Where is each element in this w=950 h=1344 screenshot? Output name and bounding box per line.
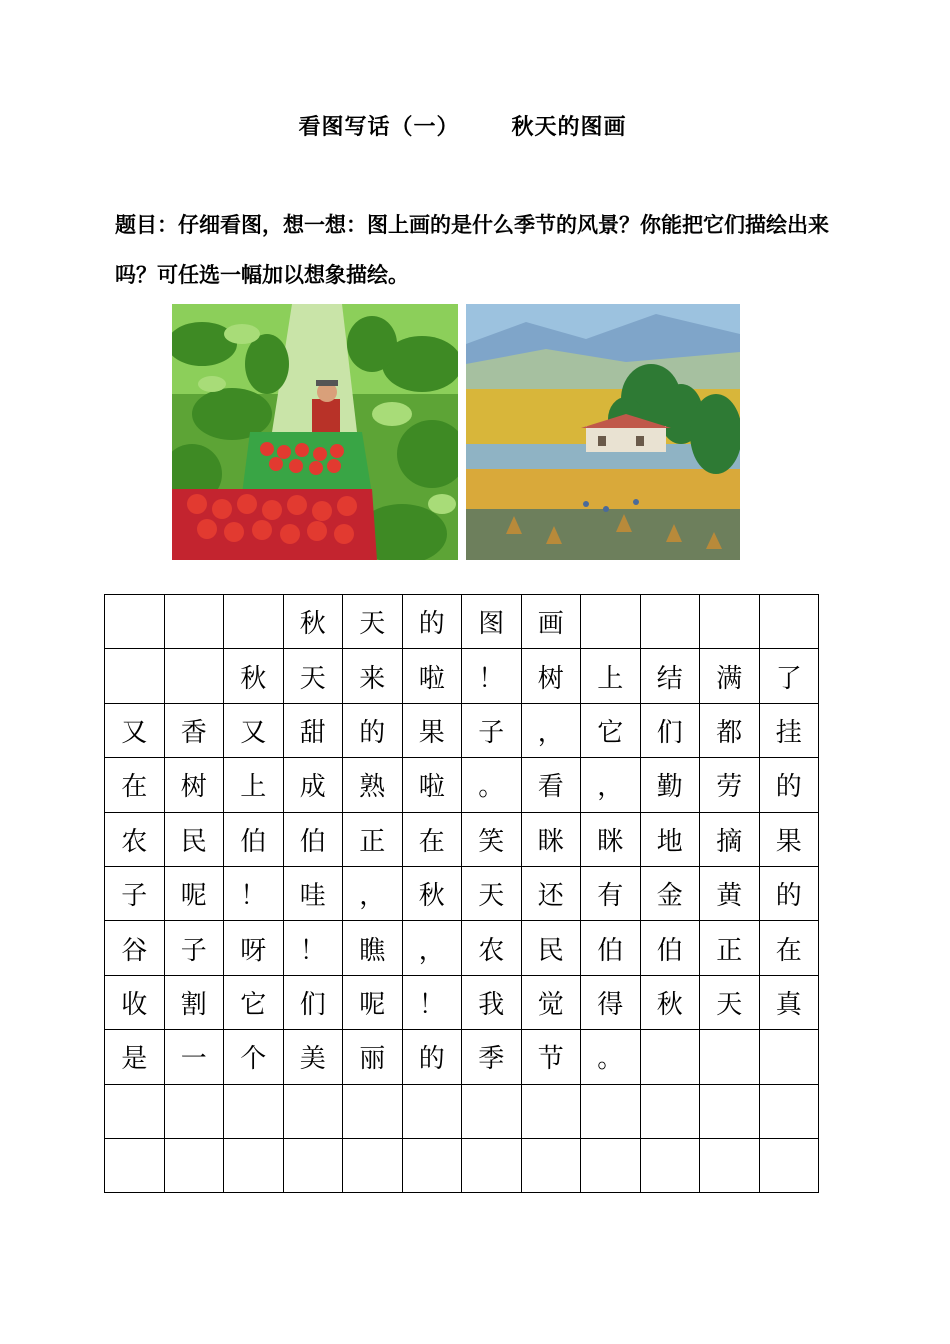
grid-cell: 得 (581, 975, 641, 1029)
grid-cell (581, 1084, 641, 1138)
grid-row (105, 595, 819, 649)
autumn-countryside-painting (466, 304, 740, 560)
grid-cell: 树 (164, 758, 224, 812)
grid-cell: 在 (105, 758, 165, 812)
grid-cell: 割 (164, 975, 224, 1029)
grid-cell: 结 (640, 649, 700, 703)
grid-row (105, 703, 819, 757)
grid-cell: 画 (521, 595, 581, 649)
grid-cell: 季 (462, 1030, 522, 1084)
grid-row (105, 1030, 819, 1084)
grid-cell (105, 649, 165, 703)
grid-cell: 啦 (402, 649, 462, 703)
grid-cell (224, 1084, 284, 1138)
grid-cell (343, 1084, 403, 1138)
grid-cell: 民 (521, 921, 581, 975)
grid-cell (164, 595, 224, 649)
grid-cell (224, 1138, 284, 1192)
grid-cell: 黄 (700, 866, 760, 920)
grid-cell: 它 (581, 703, 641, 757)
grid-cell: 子 (105, 866, 165, 920)
grid-cell (105, 1138, 165, 1192)
grid-cell (759, 595, 819, 649)
grid-cell: 的 (402, 595, 462, 649)
grid-cell: 看 (521, 758, 581, 812)
grid-cell (700, 1138, 760, 1192)
grid-cell: 地 (640, 812, 700, 866)
grid-cell: 节 (521, 1030, 581, 1084)
grid-cell: 秋 (224, 649, 284, 703)
grid-cell: 。 (462, 758, 522, 812)
grid-cell: 甜 (283, 703, 343, 757)
grid-cell: 树 (521, 649, 581, 703)
grid-cell (105, 595, 165, 649)
grid-cell: 伯 (283, 812, 343, 866)
question-prompt: 题目：仔细看图，想一想：图上画的是什么季节的风景？你能把它们描绘出来吗？可任选一幅加以想象描绘。 (115, 212, 829, 287)
grid-cell: 谷 (105, 921, 165, 975)
grid-cell: 又 (105, 703, 165, 757)
grid-cell: 一 (164, 1030, 224, 1084)
grid-cell: 的 (759, 866, 819, 920)
grid-cell (640, 595, 700, 649)
grid-cell: ！ (224, 866, 284, 920)
grid-cell: 熟 (343, 758, 403, 812)
grid-cell: ！ (462, 649, 522, 703)
grid-cell: 满 (700, 649, 760, 703)
grid-cell: ， (343, 866, 403, 920)
grid-cell: 笑 (462, 812, 522, 866)
grid-cell (640, 1138, 700, 1192)
grid-cell: 农 (105, 812, 165, 866)
grid-cell: ， (521, 703, 581, 757)
grid-cell: 们 (283, 975, 343, 1029)
grid-cell (164, 1138, 224, 1192)
grid-row (105, 921, 819, 975)
grid-cell: 呀 (224, 921, 284, 975)
grid-cell (462, 1084, 522, 1138)
grid-cell: 民 (164, 812, 224, 866)
grid-cell (759, 1084, 819, 1138)
writing-grid (104, 594, 819, 1193)
grid-cell: 瞧 (343, 921, 403, 975)
grid-cell: 天 (700, 975, 760, 1029)
grid-row (105, 975, 819, 1029)
grid-cell (462, 1138, 522, 1192)
grid-cell: 伯 (640, 921, 700, 975)
grid-cell (700, 1030, 760, 1084)
grid-row (105, 1138, 819, 1192)
grid-cell (224, 595, 284, 649)
grid-cell: 天 (283, 649, 343, 703)
grid-cell: 收 (105, 975, 165, 1029)
grid-cell: 挂 (759, 703, 819, 757)
grid-cell: 们 (640, 703, 700, 757)
grid-cell: 了 (759, 649, 819, 703)
grid-cell: 在 (402, 812, 462, 866)
grid-cell (700, 595, 760, 649)
grid-cell: 伯 (224, 812, 284, 866)
grid-cell: 的 (343, 703, 403, 757)
grid-cell: 眯 (521, 812, 581, 866)
grid-cell: 果 (402, 703, 462, 757)
grid-row (105, 1084, 819, 1138)
grid-cell: 正 (700, 921, 760, 975)
grid-cell: 摘 (700, 812, 760, 866)
grid-cell: 子 (462, 703, 522, 757)
grid-cell: 呢 (343, 975, 403, 1029)
grid-cell: ， (581, 758, 641, 812)
grid-cell (283, 1138, 343, 1192)
grid-cell: 秋 (402, 866, 462, 920)
grid-cell: 子 (164, 921, 224, 975)
grid-cell (402, 1138, 462, 1192)
grid-cell (105, 1084, 165, 1138)
grid-cell: 个 (224, 1030, 284, 1084)
grid-cell: 是 (105, 1030, 165, 1084)
grid-cell: 天 (462, 866, 522, 920)
grid-cell: 果 (759, 812, 819, 866)
grid-cell (521, 1138, 581, 1192)
grid-cell: 都 (700, 703, 760, 757)
grid-cell (283, 1084, 343, 1138)
grid-cell: 它 (224, 975, 284, 1029)
grid-cell: 美 (283, 1030, 343, 1084)
grid-cell: 有 (581, 866, 641, 920)
grid-cell: ！ (402, 975, 462, 1029)
tomato-harvest-photo (172, 304, 458, 560)
grid-cell: 真 (759, 975, 819, 1029)
grid-cell: 天 (343, 595, 403, 649)
grid-cell: 啦 (402, 758, 462, 812)
grid-cell: 觉 (521, 975, 581, 1029)
grid-cell (581, 1138, 641, 1192)
grid-cell (402, 1084, 462, 1138)
grid-cell: 上 (224, 758, 284, 812)
grid-cell (164, 1084, 224, 1138)
grid-cell: 。 (581, 1030, 641, 1084)
page-title: 看图写话（一） 秋天的图画 (298, 114, 627, 140)
grid-cell (164, 649, 224, 703)
grid-cell: 又 (224, 703, 284, 757)
grid-cell (759, 1138, 819, 1192)
grid-cell: 丽 (343, 1030, 403, 1084)
grid-cell: 还 (521, 866, 581, 920)
grid-cell: 伯 (581, 921, 641, 975)
grid-row (105, 758, 819, 812)
grid-cell: 眯 (581, 812, 641, 866)
grid-cell (640, 1084, 700, 1138)
grid-cell: 来 (343, 649, 403, 703)
grid-cell: 成 (283, 758, 343, 812)
grid-cell: 上 (581, 649, 641, 703)
grid-cell (640, 1030, 700, 1084)
grid-cell (581, 595, 641, 649)
grid-cell: 图 (462, 595, 522, 649)
grid-cell (343, 1138, 403, 1192)
grid-cell: 秋 (283, 595, 343, 649)
grid-cell: 秋 (640, 975, 700, 1029)
grid-cell (521, 1084, 581, 1138)
grid-row (105, 812, 819, 866)
grid-cell: 农 (462, 921, 522, 975)
grid-cell: 勤 (640, 758, 700, 812)
grid-cell: 我 (462, 975, 522, 1029)
grid-cell: 在 (759, 921, 819, 975)
grid-cell: ！ (283, 921, 343, 975)
grid-cell: 哇 (283, 866, 343, 920)
grid-cell: 正 (343, 812, 403, 866)
grid-cell: 的 (759, 758, 819, 812)
grid-row (105, 866, 819, 920)
grid-row (105, 649, 819, 703)
grid-cell: 劳 (700, 758, 760, 812)
grid-cell: ， (402, 921, 462, 975)
grid-cell: 呢 (164, 866, 224, 920)
grid-cell: 香 (164, 703, 224, 757)
grid-cell: 金 (640, 866, 700, 920)
grid-cell: 的 (402, 1030, 462, 1084)
grid-cell (700, 1084, 760, 1138)
grid-cell (759, 1030, 819, 1084)
